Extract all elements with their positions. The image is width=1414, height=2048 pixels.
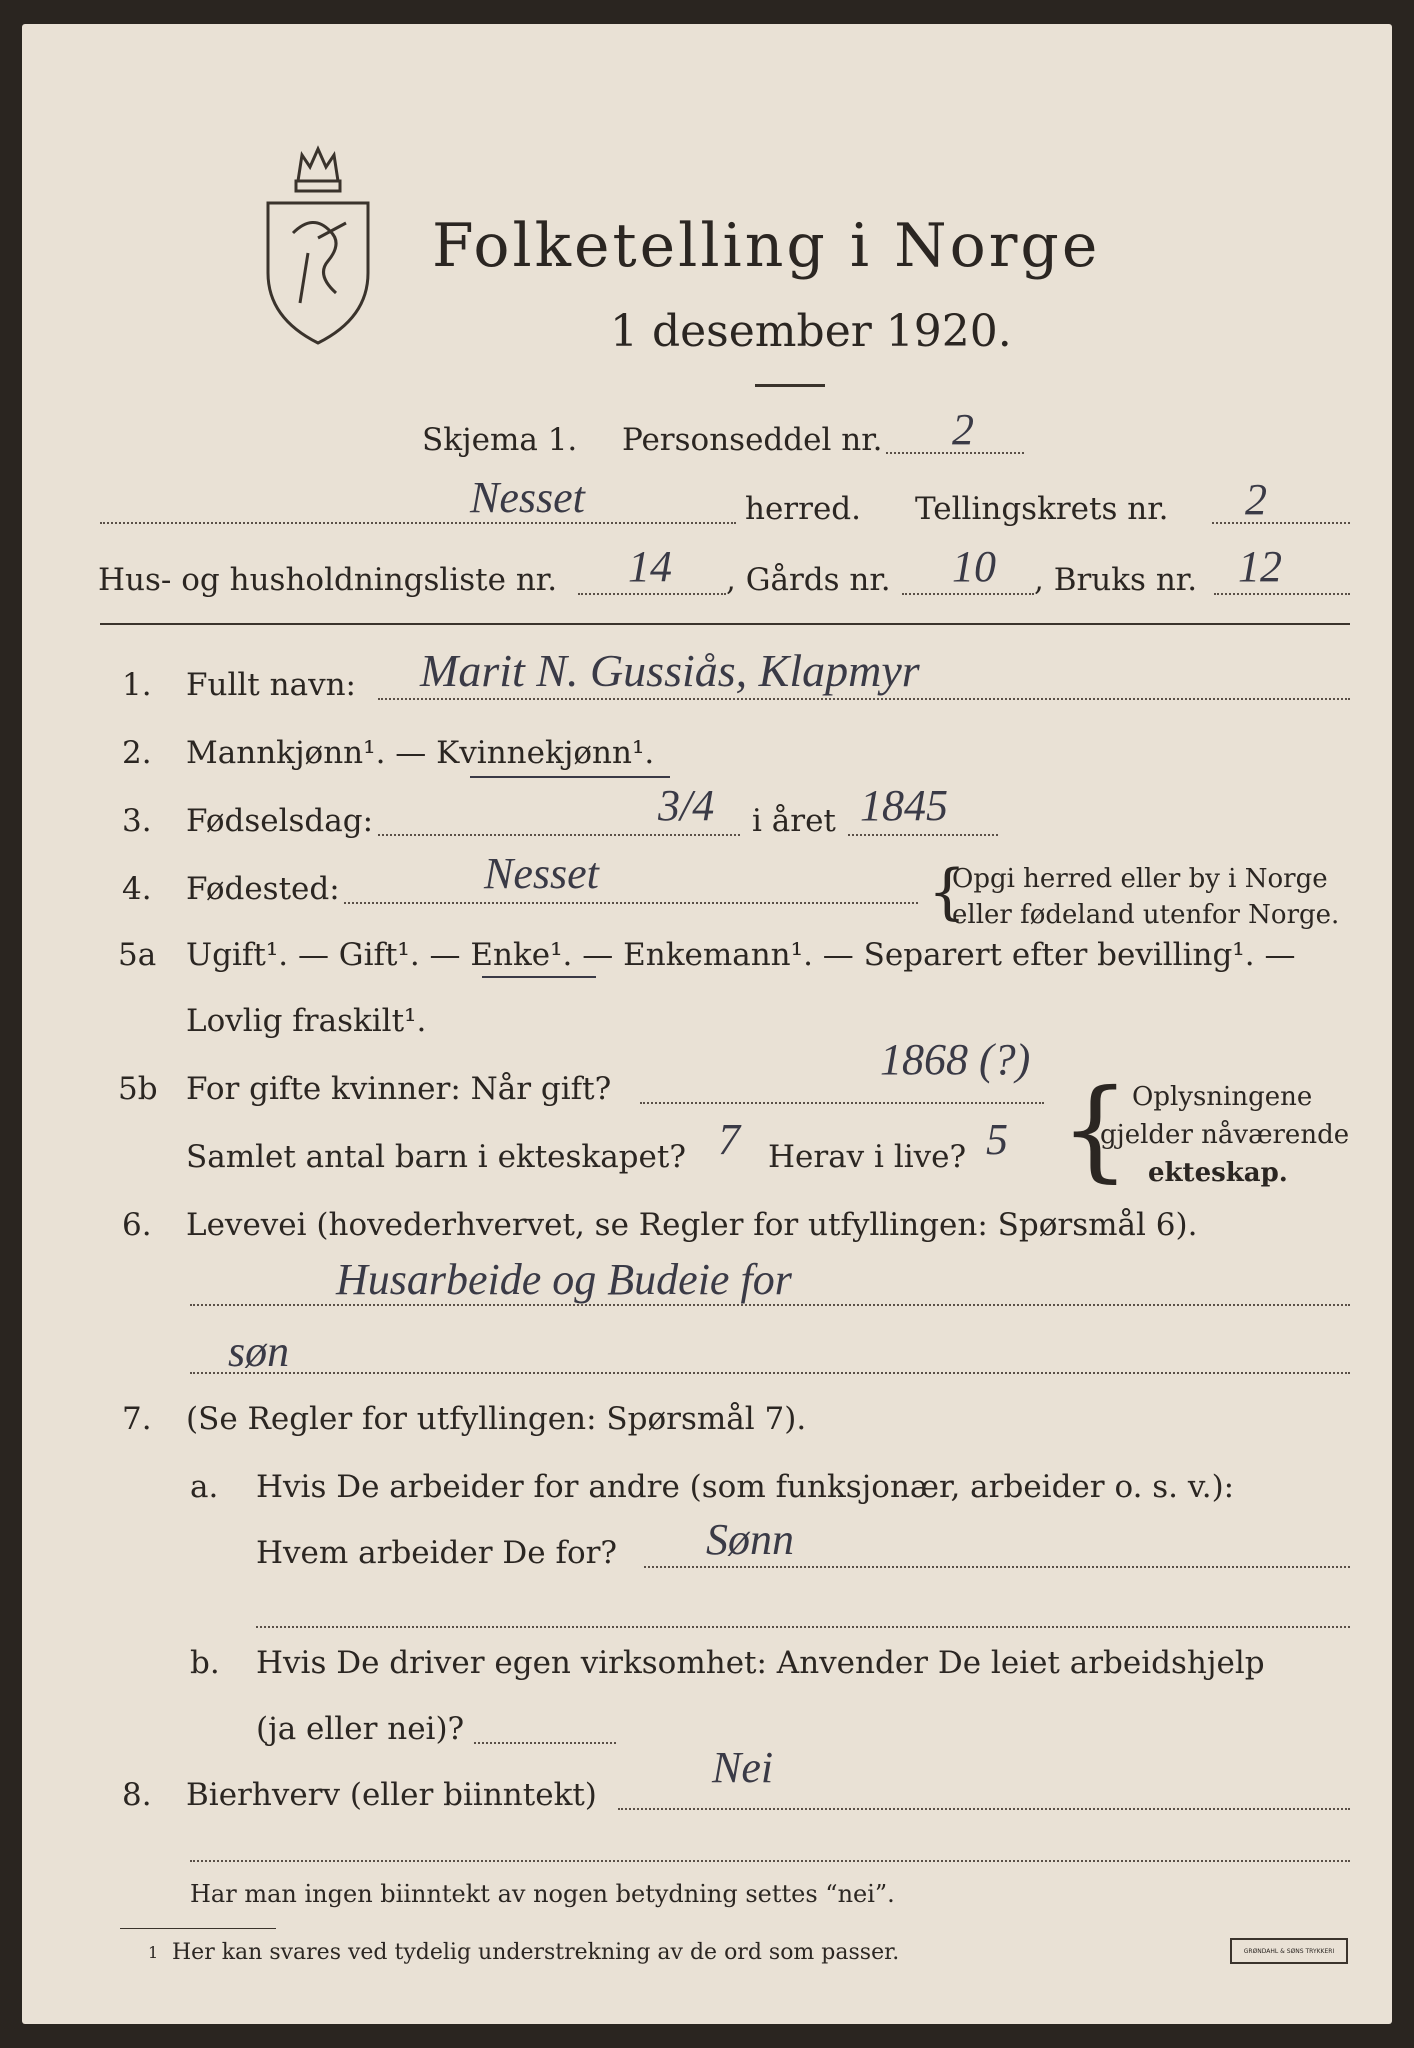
census-date: 1 desember 1920. (610, 306, 1012, 357)
tellingskrets-line (1212, 522, 1350, 524)
q3-day: 3/4 (658, 781, 715, 830)
husliste-line (578, 593, 726, 595)
q5a-line2: Lovlig fraskilt¹. (186, 1003, 427, 1039)
footnote-mark: 1 (148, 1943, 159, 1962)
q1-value: Marit N. Gussiås, Klapmyr (420, 645, 920, 696)
q4-brace: { (928, 857, 967, 927)
herred-label: herred. (745, 491, 861, 527)
q5b-brace: { (1060, 1065, 1130, 1193)
personseddel-label: Personseddel nr. (622, 422, 883, 458)
q5a-line1: Ugift¹. — Gift¹. — Enke¹. — Enkemann¹. — Separert efter bevilling¹. — (186, 937, 1296, 973)
q4-line (344, 902, 918, 904)
q7a-answer-line (644, 1566, 1350, 1568)
q5b-label: For gifte kvinner: Når gift? (186, 1071, 612, 1107)
printer-stamp (1230, 1938, 1348, 1964)
skjema-label: Skjema 1. (422, 422, 578, 458)
q1-number: 1. (122, 667, 152, 703)
q5b-married-value: 1868 (?) (880, 1035, 1031, 1084)
q3-year-label: i året (752, 803, 836, 839)
q4-note-line2: eller fødeland utenfor Norge. (952, 900, 1340, 930)
q5b-children-value: 7 (718, 1115, 740, 1164)
q2-number: 2. (122, 735, 152, 771)
gards-label: , Gårds nr. (726, 562, 891, 598)
q3-number: 3. (122, 803, 152, 839)
q7a-value: Sønn (706, 1515, 794, 1564)
title-divider (755, 384, 825, 387)
q8-extra-line (190, 1860, 1350, 1862)
gards-value: 10 (952, 542, 996, 591)
q5b-number: 5b (118, 1071, 158, 1107)
q6-line2 (190, 1372, 1350, 1374)
q6-line1 (190, 1304, 1350, 1306)
q4-number: 4. (122, 871, 152, 907)
husliste-value: 14 (628, 542, 672, 591)
q6-number: 6. (122, 1207, 152, 1243)
bruks-label: , Bruks nr. (1034, 562, 1198, 598)
q4-label: Fødested: (186, 871, 340, 907)
q1-label: Fullt navn: (186, 667, 356, 703)
printer-stamp-text: GRØNDAHL & SØNS TRYKKERI (1243, 1947, 1335, 1955)
q3-label: Fødselsdag: (186, 803, 374, 839)
husliste-label: Hus- og husholdningsliste nr. (98, 562, 558, 598)
q6-value-line2: søn (228, 1327, 290, 1376)
q7-number: 7. (122, 1401, 152, 1437)
q5a-number: 5a (118, 937, 157, 973)
q7b-letter: b. (190, 1645, 220, 1681)
q7a-line1: Hvis De arbeider for andre (som funksjonær, arbeider o. s. v.): (256, 1469, 1235, 1505)
q8-label: Bierhverv (eller biinntekt) (186, 1777, 597, 1813)
q6-label: Levevei (hovederhvervet, se Regler for utfyllingen: Spørsmål 6). (186, 1207, 1198, 1243)
tellingskrets-value: 2 (1245, 475, 1267, 524)
q7a-extra-line (256, 1626, 1350, 1628)
q8-line (618, 1808, 1350, 1810)
q7b-line1: Hvis De driver egen virksomhet: Anvender De leiet arbeidshjelp (256, 1645, 1265, 1681)
q2-underline-kvinnekjonn (470, 776, 670, 778)
q3-year: 1845 (860, 781, 948, 830)
q5b-alive-label: Herav i live? (768, 1139, 967, 1175)
q7b-line2: (ja eller nei)? (256, 1711, 465, 1747)
tellingskrets-label: Tellingskrets nr. (915, 491, 1169, 527)
q5a-underline-enke (482, 976, 596, 978)
q2-label: Mannkjønn¹. — Kvinnekjønn¹. (186, 735, 655, 771)
q5b-note-line1: Oplysningene (1132, 1082, 1313, 1112)
bruks-line (1214, 593, 1350, 595)
footnote-divider (120, 1928, 276, 1929)
q5b-note-line3: ekteskap. (1148, 1158, 1288, 1188)
q5b-children-label: Samlet antal barn i ekteskapet? (186, 1139, 686, 1175)
q7a-line2: Hvem arbeider De for? (256, 1535, 618, 1571)
q7-label: (Se Regler for utfyllingen: Spørsmål 7). (186, 1401, 807, 1437)
coat-of-arms-icon (258, 143, 378, 348)
form-title: Folketelling i Norge (432, 211, 1101, 281)
bruks-value: 12 (1238, 542, 1282, 591)
herred-line (100, 522, 736, 524)
herred-value: Nesset (470, 473, 585, 522)
q3-day-line (378, 834, 740, 836)
q3-year-line (848, 834, 998, 836)
biinntekt-note: Har man ingen biinntekt av nogen betydning settes “nei”. (190, 1880, 895, 1908)
gards-line (902, 593, 1034, 595)
q6-value-line1: Husarbeide og Budeie for (336, 1255, 792, 1304)
q4-value: Nesset (484, 849, 599, 898)
header-divider (100, 623, 1350, 625)
q8-value: Nei (712, 1743, 774, 1792)
q8-number: 8. (122, 1777, 152, 1813)
q7a-letter: a. (190, 1469, 219, 1505)
personseddel-value: 2 (952, 405, 974, 454)
q5b-married-line (640, 1102, 1044, 1104)
q4-note-line1: Opgi herred eller by i Norge (952, 864, 1328, 894)
q1-line (378, 698, 1350, 700)
q7b-answer-line (474, 1742, 616, 1744)
q5b-note-line2: gjelder nåværende (1100, 1120, 1350, 1150)
q5b-alive-value: 5 (986, 1115, 1008, 1164)
footnote-text: Her kan svares ved tydelig understrekning av de ord som passer. (172, 1940, 900, 1965)
